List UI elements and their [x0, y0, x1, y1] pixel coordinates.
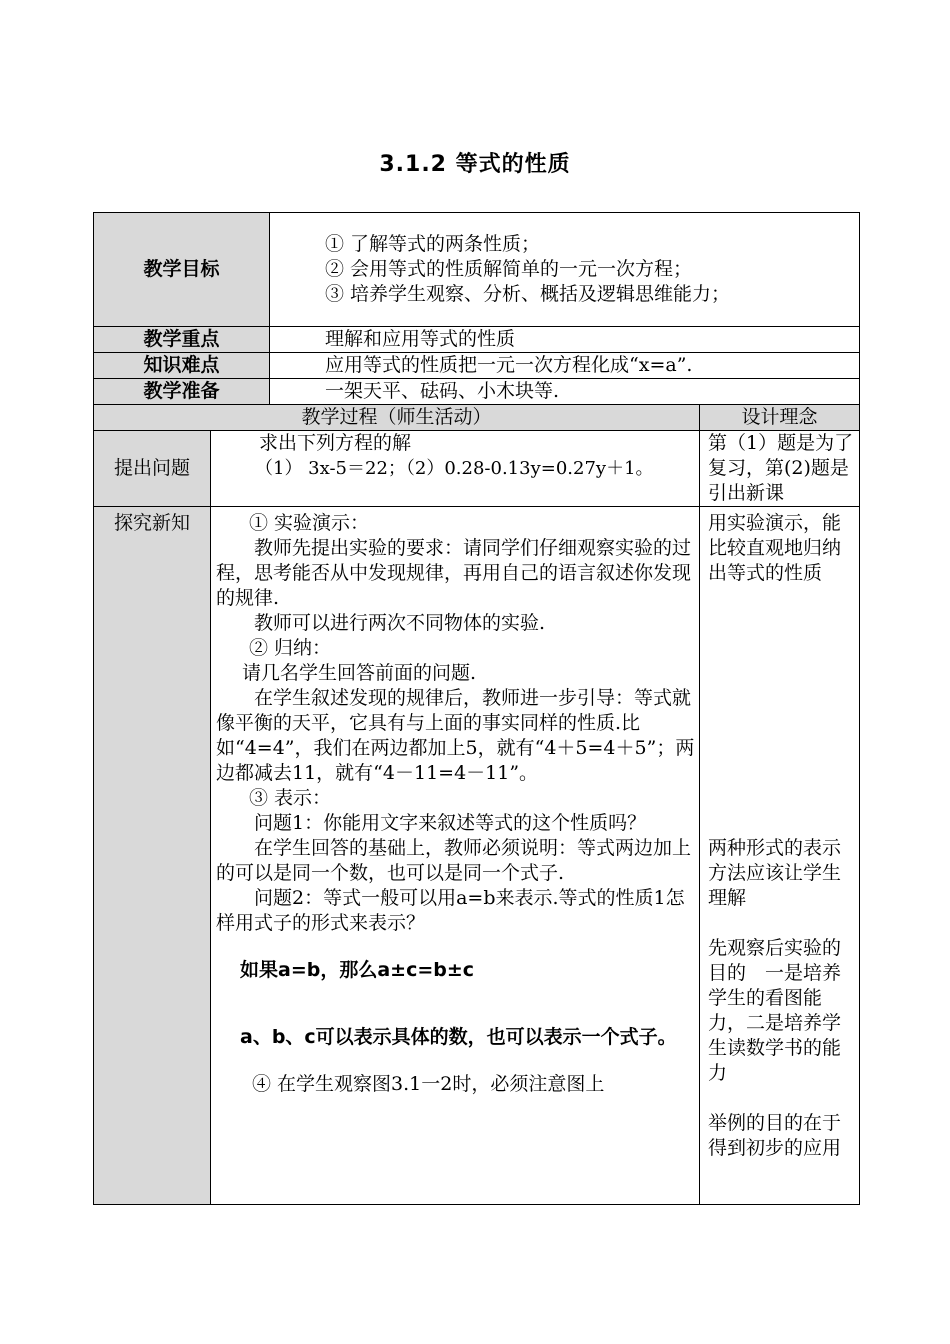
objective-row	[94, 213, 860, 327]
lesson-plan-table	[93, 212, 860, 1205]
explore-label: 探究新知	[94, 507, 211, 1205]
explore-paragraph: ④ 在学生观察图3.1一2时，必须注意图上	[252, 1073, 605, 1095]
explore-content	[211, 507, 700, 1205]
pose-question-line: （1） 3x-5＝22；（2）0.28-0.13y=0.27y＋1。	[255, 458, 654, 479]
explore-paragraph: 在学生回答的基础上，教师必须说明：等式两边加上的可以是同一个数，也可以是同一个式子.	[216, 837, 692, 884]
document-title: 3.1.2 等式的性质	[379, 152, 571, 177]
explore-paragraph: 教师可以进行两次不同物体的实验.	[254, 612, 546, 634]
process-header-row	[94, 405, 860, 431]
rationale-header: 设计理念	[700, 405, 860, 431]
property-note: a、b、c可以表示具体的数，也可以表示一个式子。	[240, 1026, 677, 1048]
rationale-note: 举例的目的在于得到初步的应用	[708, 1112, 842, 1159]
explore-paragraph: 在学生叙述发现的规律后，教师进一步引导：等式就像平衡的天平，它具有与上面的事实同样的性质.比如“4=4”，我们在两边都加上5，就有“4＋5=4＋5”；两边都减去11，就有“4－11=4－11”。	[216, 687, 695, 784]
key-point-row	[94, 327, 860, 353]
key-point-label: 教学重点	[94, 327, 270, 353]
explore-row	[94, 507, 860, 1205]
objective-item: ③ 培养学生观察、分析、概括及逻辑思维能力；	[325, 283, 731, 305]
property-formula: 如果a=b，那么a±c=b±c	[240, 959, 475, 981]
objective-label: 教学目标	[94, 213, 270, 327]
rationale-note: 用实验演示，能比较直观地归纳出等式的性质	[708, 512, 842, 584]
preparation-label: 教学准备	[94, 379, 270, 405]
difficulty-value: 应用等式的性质把一元一次方程化成“x=a”.	[270, 353, 860, 379]
objective-list	[270, 213, 860, 327]
explore-paragraph: 教师先提出实验的要求：请同学们仔细观察实验的过程，思考能否从中发现规律，再用自己的语言叙述你发现的规律.	[216, 537, 692, 609]
preparation-row	[94, 379, 860, 405]
explore-paragraph: 请几名学生回答前面的问题.	[242, 662, 477, 684]
difficulty-label: 知识难点	[94, 353, 270, 379]
difficulty-row	[94, 353, 860, 379]
preparation-value: 一架天平、砝码、小木块等.	[270, 379, 860, 405]
pose-question-rationale: 第（1）题是为了复习，第(2)题是引出新课	[700, 431, 860, 507]
objective-item: ① 了解等式的两条性质；	[325, 233, 541, 255]
explore-paragraph: 问题2：等式一般可以用a=b来表示.等式的性质1怎样用式子的形式来表示？	[216, 887, 685, 934]
explore-paragraph: ③ 表示：	[249, 787, 332, 809]
explore-paragraph: ② 归纳：	[249, 637, 332, 659]
pose-question-label: 提出问题	[94, 431, 211, 507]
objective-item: ② 会用等式的性质解简单的一元一次方程；	[325, 258, 693, 280]
pose-question-content	[211, 431, 700, 507]
pose-question-row	[94, 431, 860, 507]
pose-question-line: 求出下列方程的解	[259, 432, 412, 454]
rationale-note: 两种形式的表示方法应该让学生理解	[708, 837, 842, 909]
key-point-value: 理解和应用等式的性质	[270, 327, 860, 353]
rationale-note: 先观察后实验的目的 一是培养学生的看图能力，二是培养学生读数学书的能力	[708, 937, 842, 1084]
explore-paragraph: ① 实验演示：	[249, 512, 370, 534]
explore-rationale	[700, 507, 860, 1205]
process-header: 教学过程（师生活动）	[94, 405, 700, 431]
explore-paragraph: 问题1：你能用文字来叙述等式的这个性质吗？	[254, 812, 647, 834]
